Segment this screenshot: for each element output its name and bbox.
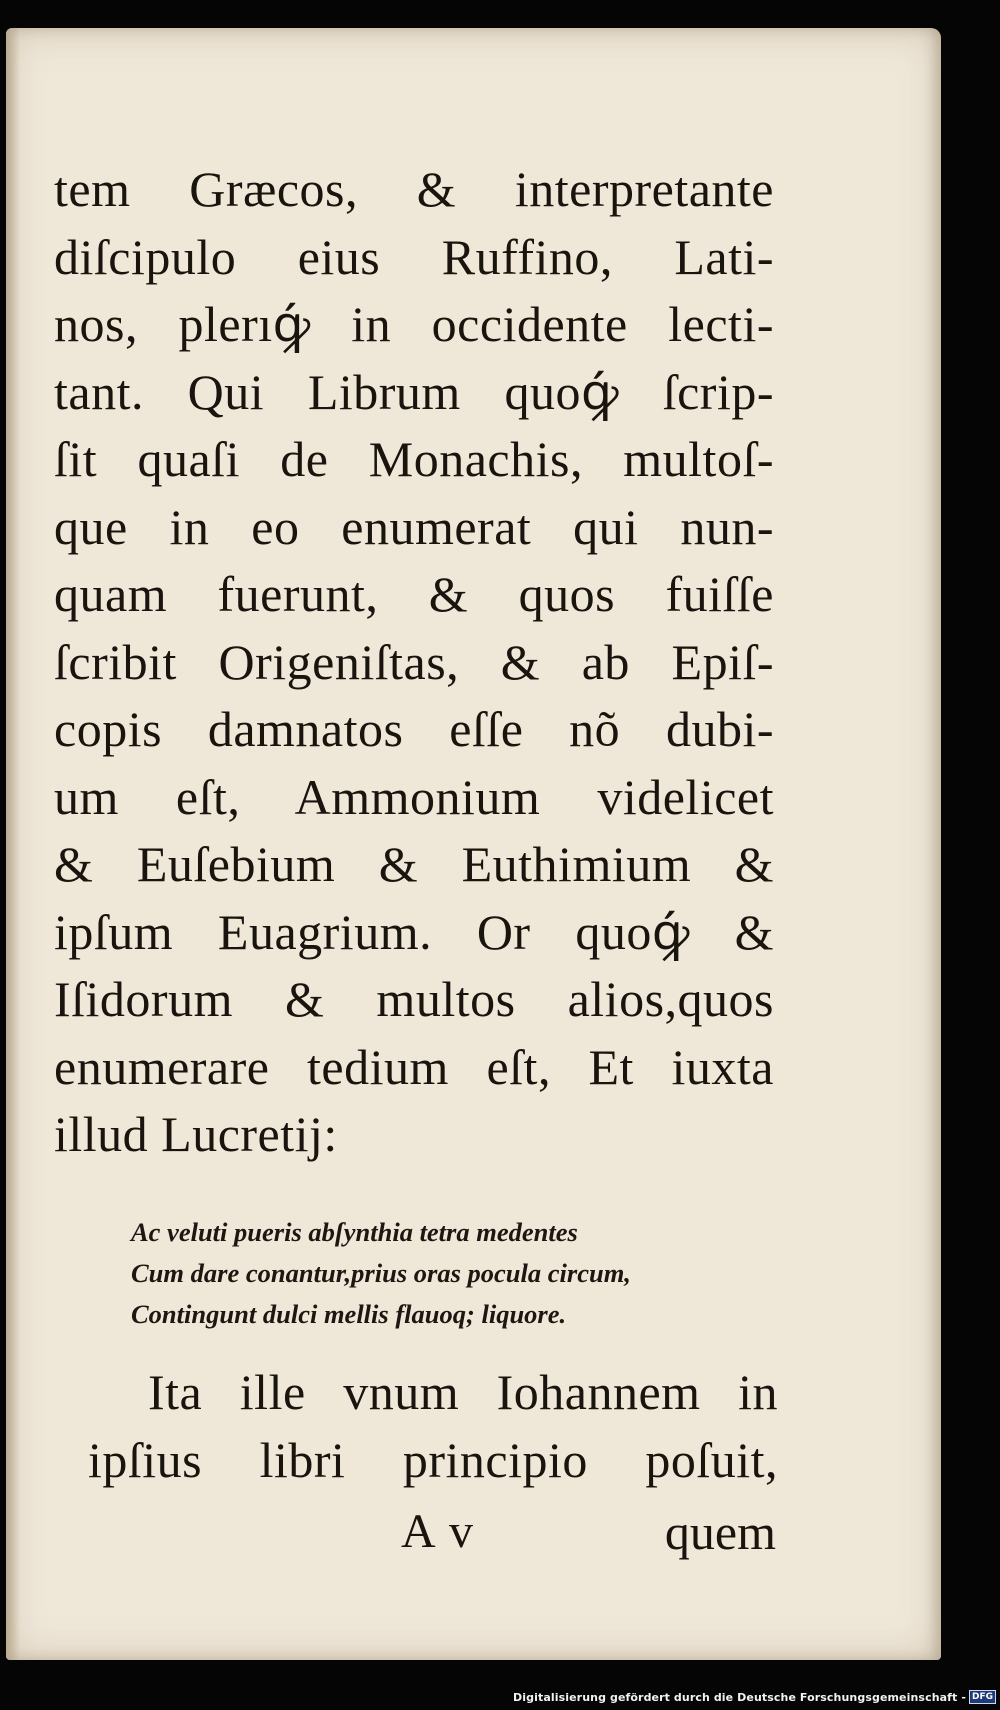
closing-text-block [88, 1358, 778, 1494]
text-line: Ita ille vnum Iohannem in [148, 1364, 778, 1420]
main-text-block [54, 156, 774, 1169]
text-line: diſcipulo eius Ruffino, Lati- [54, 228, 774, 285]
text-line: enumerare tedium eſt, Et iuxta [54, 1038, 774, 1095]
verse-quotation [131, 1212, 711, 1335]
text-line: illud Lucretij: [54, 1106, 338, 1162]
verse-line: Cum dare conantur,prius oras pocula circum, [131, 1258, 631, 1288]
text-line: nos, plerıꝙ́ in occidente lecti- [54, 296, 774, 352]
text-line: ipſius libri principio poſuit, [88, 1432, 778, 1488]
text-line: ſit quaſi de Monachis, multoſ- [54, 431, 774, 487]
text-line: um eſt, Ammonium videlicet [54, 768, 774, 825]
footer-credit-text: Digitalisierung gefördert durch die Deutsche Forschungsgemeinschaft - [513, 1690, 966, 1704]
digitization-footer [513, 1687, 996, 1707]
text-line: quam fuerunt, & quos fuiſſe [54, 566, 774, 622]
text-line: ſcribit Origeniſtas, & ab Epiſ- [54, 633, 774, 690]
text-line: copis damnatos eſſe nõ dubi- [54, 701, 774, 757]
verse-line: Contingunt dulci mellis flauoq; liquore. [131, 1299, 567, 1329]
text-line: ipſum Euagrium. Or quoꝙ́ & [54, 903, 774, 960]
dfg-logo-icon: DFG [969, 1690, 996, 1704]
text-line: Iſidorum & multos alios,quos [54, 971, 774, 1027]
page-foot [401, 1498, 776, 1566]
page-gutter-shadow [6, 28, 20, 1660]
text-line: tem Græcos, & interpretante [54, 161, 774, 217]
book-page [6, 28, 941, 1660]
catchword: quem [664, 1504, 776, 1560]
text-line: & Euſebium & Euthimium & [54, 836, 774, 892]
text-line: que in eo enumerat qui nun- [54, 498, 774, 555]
text-line: tant. Qui Librum quoꝙ́ ſcrip- [54, 363, 774, 420]
verse-line: Ac veluti pueris abſynthia tetra medentes [131, 1217, 578, 1247]
signature-mark: A v [401, 1505, 476, 1558]
